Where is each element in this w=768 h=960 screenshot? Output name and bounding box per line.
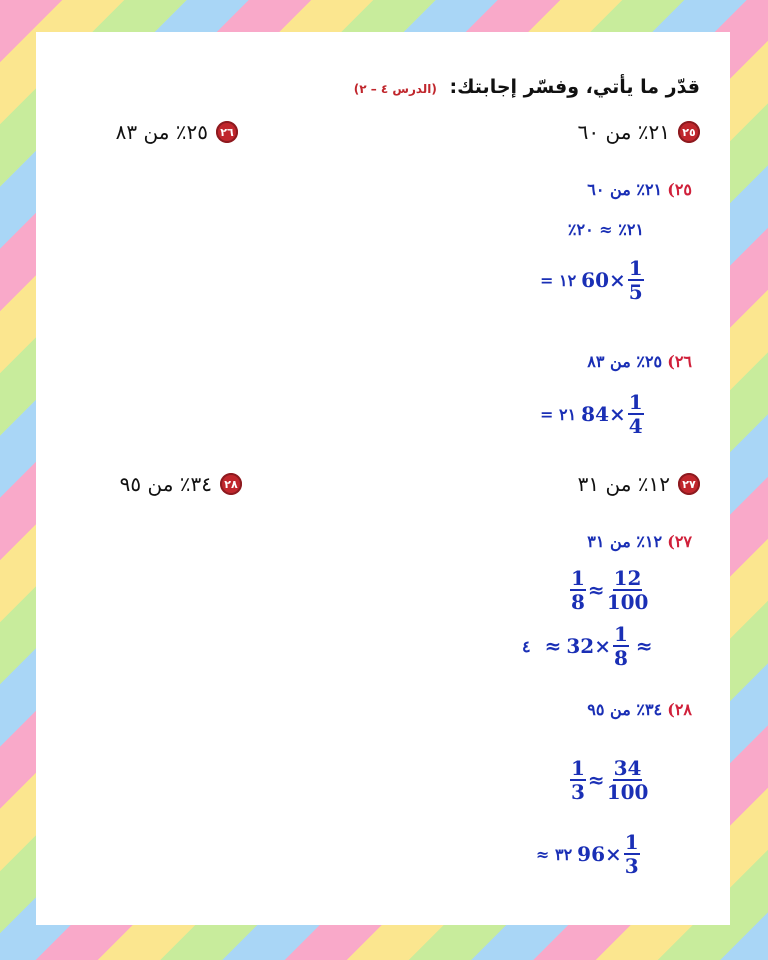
exercise-27 [578, 472, 700, 496]
fraction-denominator: 3 [624, 854, 639, 878]
solution-25-step-2 [540, 258, 646, 302]
solution-problem: ٢٥٪ من ٨٣ [587, 352, 663, 371]
fraction-numerator: 1 [571, 756, 585, 780]
exercise-25 [578, 120, 700, 144]
step-factor: 32× [566, 634, 611, 658]
fraction-numerator: 1 [628, 390, 643, 414]
solution-problem: ٣٤٪ من ٩٥ [587, 700, 663, 719]
step-result: ١٢ = [540, 270, 577, 290]
solution-28-step-1 [568, 758, 650, 802]
approx-sign: ≈ [544, 634, 562, 658]
approx-sign: ≈ [587, 768, 605, 792]
fraction [628, 392, 644, 436]
solution-25-heading [587, 180, 692, 199]
fraction-denominator: 5 [628, 280, 643, 304]
fraction-denominator: 4 [628, 414, 643, 438]
fraction [607, 568, 649, 612]
solution-25-step-1: ٢١٪ ≈ ٢٠٪ [567, 220, 644, 239]
fraction [624, 832, 640, 876]
exercise-number-badge: ٢٨ [220, 473, 242, 495]
solution-28-heading [587, 700, 692, 719]
step-result: ٤ [522, 636, 531, 656]
step-factor: 96× [577, 842, 622, 866]
approx-sign: ≈ [587, 578, 605, 602]
solution-problem: ٢١٪ من ٦٠ [587, 180, 663, 199]
step-result: ٢١ = [540, 404, 577, 424]
solution-problem: ١٢٪ من ٣١ [587, 532, 663, 551]
exercise-text: ١٢٪ من ٣١ [577, 472, 670, 496]
solution-27-step-2 [522, 624, 653, 668]
fraction-denominator: 8 [571, 590, 585, 614]
step-factor: 84× [581, 402, 626, 426]
step-factor: 60× [581, 268, 626, 292]
fraction-denominator: 100 [606, 590, 649, 614]
fraction-numerator: 1 [613, 622, 628, 646]
fraction [570, 758, 586, 802]
fraction [607, 758, 649, 802]
exercise-26 [116, 120, 238, 144]
fraction-denominator: 8 [613, 646, 628, 670]
fraction-numerator: 12 [613, 566, 642, 590]
fraction-numerator: 1 [571, 566, 585, 590]
solution-number: ٢٨) [667, 700, 692, 719]
fraction-denominator: 100 [606, 780, 649, 804]
fraction-denominator: 3 [571, 780, 585, 804]
exercise-number-badge: ٢٦ [216, 121, 238, 143]
solution-number: ٢٧) [667, 532, 692, 551]
exercise-number-badge: ٢٧ [678, 473, 700, 495]
solution-27-step-1 [568, 568, 650, 612]
approx-sign: ≈ [635, 634, 653, 658]
exercise-text: ٢٥٪ من ٨٣ [115, 120, 208, 144]
fraction [628, 258, 644, 302]
fraction [570, 568, 586, 612]
solution-28-step-2 [536, 832, 642, 876]
solution-26-step-1 [540, 392, 646, 436]
solution-26-heading [587, 352, 692, 371]
fraction-numerator: 34 [613, 756, 642, 780]
fraction-numerator: 1 [624, 830, 639, 854]
fraction-numerator: 1 [628, 256, 643, 280]
instruction-text: قدّر ما يأتي، وفسّر إجابتك: [449, 76, 700, 98]
fraction [613, 624, 629, 668]
instruction-heading [354, 76, 700, 98]
exercise-28 [120, 472, 242, 496]
exercise-number-badge: ٢٥ [678, 121, 700, 143]
solution-27-heading [587, 532, 692, 551]
lesson-reference: (الدرس ٤ – ٢) [353, 82, 437, 96]
worksheet-paper [36, 32, 730, 925]
exercise-text: ٢١٪ من ٦٠ [577, 120, 670, 144]
exercise-text: ٣٤٪ من ٩٥ [119, 472, 212, 496]
solution-number: ٢٥) [667, 180, 692, 199]
step-result: ٣٢ ≈ [536, 844, 573, 864]
solution-number: ٢٦) [667, 352, 692, 371]
